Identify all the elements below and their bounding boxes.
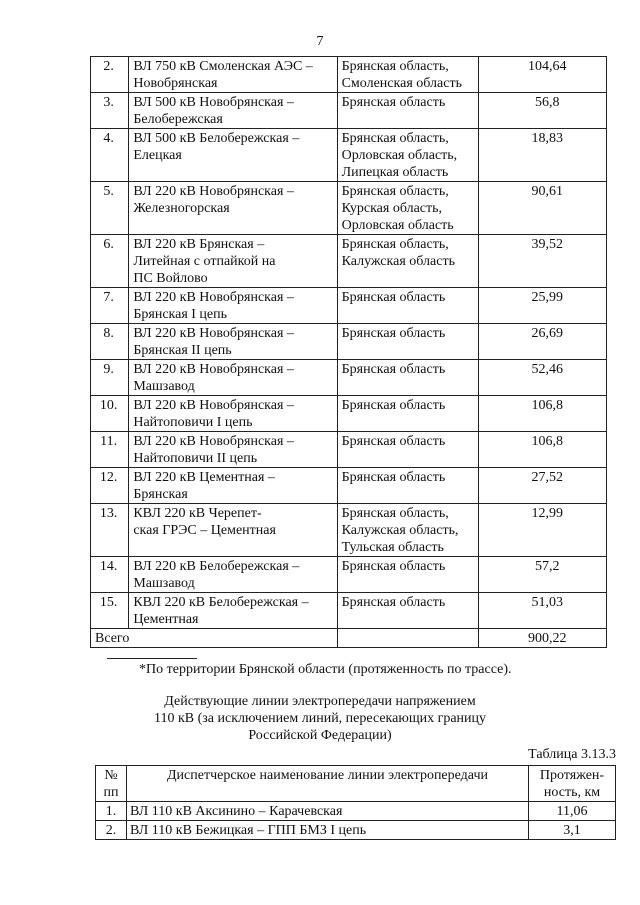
region-list: Брянская область, Смоленская область: [337, 57, 478, 93]
line-length: 57,2: [478, 557, 606, 593]
region-list: Брянская область: [337, 468, 478, 504]
table-row: [96, 802, 616, 821]
line-length: 104,64: [478, 57, 606, 93]
row-number: 15.: [91, 593, 129, 629]
lines-110kv-table: [95, 765, 616, 840]
row-number: 10.: [91, 396, 129, 432]
table-label: Таблица 3.13.3: [528, 747, 616, 762]
header-name: Диспетчерское наименование линии электропередачи: [127, 766, 529, 802]
line-name: ВЛ 220 кВ Новобрянская – Брянская II цепь: [129, 324, 337, 360]
line-length: 11,06: [529, 802, 616, 821]
table-row: [91, 57, 607, 93]
region-list: Брянская область: [337, 557, 478, 593]
line-length: 26,69: [478, 324, 606, 360]
line-name: ВЛ 110 кВ Аксинино – Карачевская: [127, 802, 529, 821]
table-row: [91, 593, 607, 629]
region-list: Брянская область: [337, 93, 478, 129]
row-number: 14.: [91, 557, 129, 593]
lines-110kv-table-body: [96, 802, 616, 840]
row-number: 12.: [91, 468, 129, 504]
table-row: [91, 93, 607, 129]
row-number: 3.: [91, 93, 129, 129]
line-name: ВЛ 220 кВ Цементная – Брянская: [129, 468, 337, 504]
total-row: [91, 629, 607, 648]
table-row: [91, 324, 607, 360]
line-name: ВЛ 500 кВ Белобережская – Елецкая: [129, 129, 337, 182]
table-row: [91, 182, 607, 235]
line-length: 3,1: [529, 821, 616, 840]
row-number: 8.: [91, 324, 129, 360]
footnote-divider: [107, 658, 197, 659]
transmission-lines-table-body: [91, 57, 607, 629]
line-length: 39,52: [478, 235, 606, 288]
table-row: [91, 360, 607, 396]
line-name: ВЛ 220 кВ Новобрянская – Машзавод: [129, 360, 337, 396]
total-value: 900,22: [478, 629, 606, 648]
line-length: 56,8: [478, 93, 606, 129]
line-name: ВЛ 500 кВ Новобрянская – Белобережская: [129, 93, 337, 129]
page-number: 7: [316, 34, 324, 49]
line-name: ВЛ 110 кВ Бежицкая – ГПП БМЗ I цепь: [127, 821, 529, 840]
region-list: Брянская область: [337, 288, 478, 324]
header-length: Протяжен- ность, км: [529, 766, 616, 802]
table-row: [91, 557, 607, 593]
line-name: КВЛ 220 кВ Черепет- ская ГРЭС – Цементная: [129, 504, 337, 557]
region-list: Брянская область: [337, 593, 478, 629]
row-number: 2.: [91, 57, 129, 93]
row-number: 7.: [91, 288, 129, 324]
line-length: 12,99: [478, 504, 606, 557]
footnote: *По территории Брянской области (протяженность по трассе).: [139, 662, 512, 677]
region-list: Брянская область: [337, 432, 478, 468]
section-title: Действующие линии электропередачи напряжением 110 кВ (за исключением линий, пересекающих границу Российской Федерации): [153, 694, 487, 743]
line-name: ВЛ 220 кВ Брянская – Литейная с отпайкой на ПС Войлово: [129, 235, 337, 288]
table-row: [91, 432, 607, 468]
table-row: [91, 468, 607, 504]
region-list: Брянская область, Калужская область, Тульская область: [337, 504, 478, 557]
total-label: Всего: [91, 629, 338, 648]
region-list: Брянская область, Курская область, Орловская область: [337, 182, 478, 235]
region-list: Брянская область, Орловская область, Липецкая область: [337, 129, 478, 182]
row-number: 1.: [96, 802, 127, 821]
row-number: 6.: [91, 235, 129, 288]
transmission-lines-table: [90, 56, 607, 648]
table-row: [91, 129, 607, 182]
region-list: Брянская область, Калужская область: [337, 235, 478, 288]
row-number: 13.: [91, 504, 129, 557]
region-list: Брянская область: [337, 324, 478, 360]
region-list: Брянская область: [337, 396, 478, 432]
line-length: 25,99: [478, 288, 606, 324]
line-name: ВЛ 220 кВ Новобрянская – Найтоповичи I цепь: [129, 396, 337, 432]
line-length: 106,8: [478, 396, 606, 432]
line-name: ВЛ 220 кВ Новобрянская – Железногорская: [129, 182, 337, 235]
table-header-row: [96, 766, 616, 802]
row-number: 5.: [91, 182, 129, 235]
row-number: 11.: [91, 432, 129, 468]
line-name: ВЛ 220 кВ Новобрянская – Брянская I цепь: [129, 288, 337, 324]
line-name: ВЛ 220 кВ Новобрянская – Найтоповичи II цепь: [129, 432, 337, 468]
line-length: 52,46: [478, 360, 606, 396]
row-number: 4.: [91, 129, 129, 182]
table-row: [91, 288, 607, 324]
line-length: 18,83: [478, 129, 606, 182]
line-length: 106,8: [478, 432, 606, 468]
line-name: КВЛ 220 кВ Белобережская – Цементная: [129, 593, 337, 629]
header-number: № пп: [96, 766, 127, 802]
line-length: 27,52: [478, 468, 606, 504]
line-name: ВЛ 220 кВ Белобережская – Машзавод: [129, 557, 337, 593]
table-row: [91, 396, 607, 432]
table-row: [91, 504, 607, 557]
line-name: ВЛ 750 кВ Смоленская АЭС – Новобрянская: [129, 57, 337, 93]
total-empty-cell: [337, 629, 478, 648]
table-row: [91, 235, 607, 288]
row-number: 2.: [96, 821, 127, 840]
line-length: 90,61: [478, 182, 606, 235]
row-number: 9.: [91, 360, 129, 396]
table-row: [96, 821, 616, 840]
region-list: Брянская область: [337, 360, 478, 396]
line-length: 51,03: [478, 593, 606, 629]
